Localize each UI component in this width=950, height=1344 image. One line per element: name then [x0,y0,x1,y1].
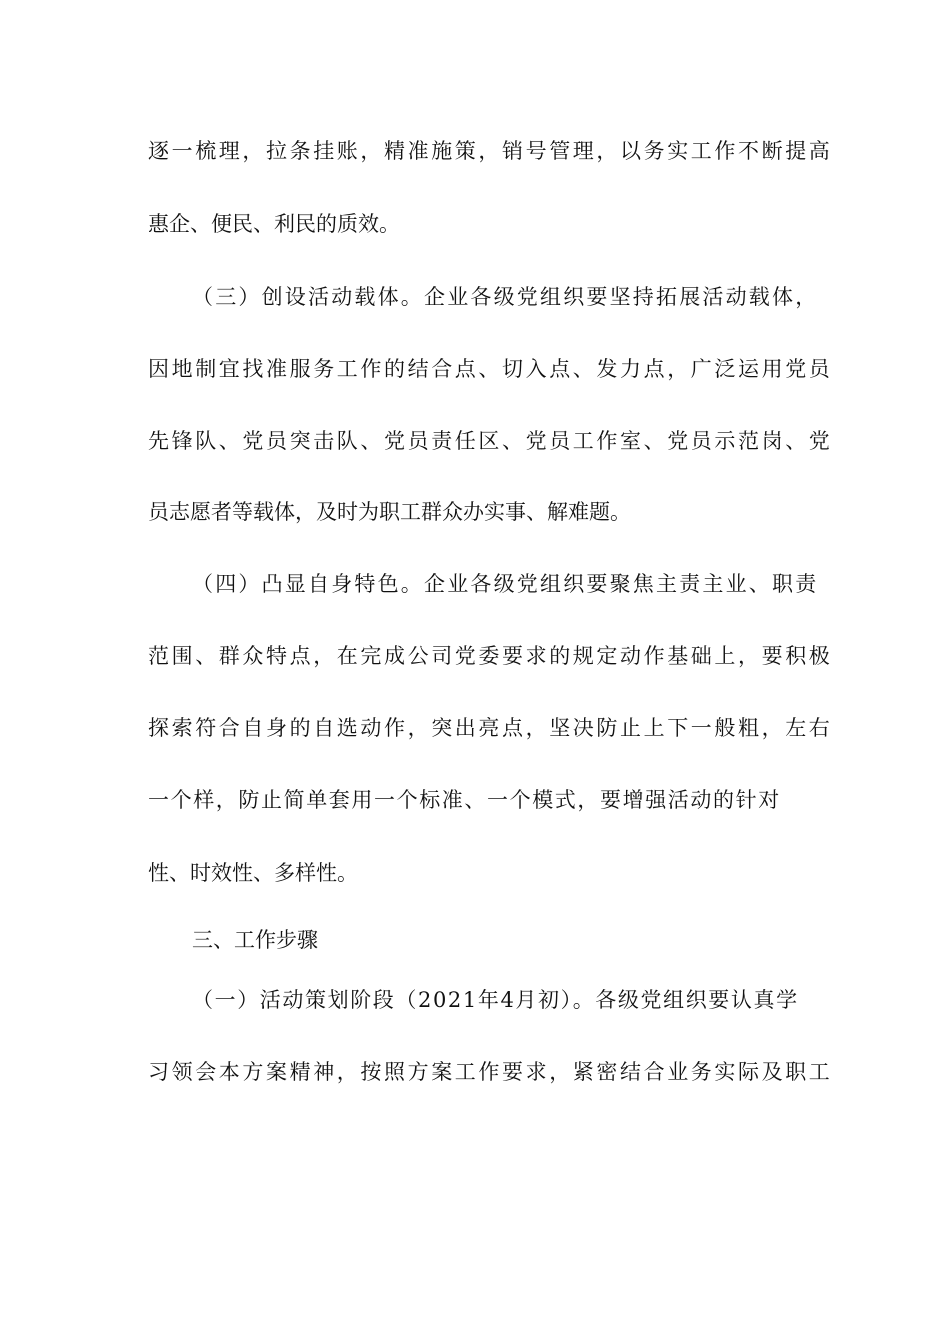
paragraph-line-2: 惠企、便民、利民的质效。 [148,212,400,236]
paragraph-line-5: 先锋队、党员突击队、党员责任区、党员工作室、党员示范岗、党 [148,429,833,453]
paragraph-line-11: 性、时效性、多样性。 [148,861,358,885]
paragraph-line-4: 因地制宜找准服务工作的结合点、切入点、发力点，广泛运用党员 [148,357,833,381]
paragraph-line-7: （四）凸显自身特色。企业各级党组织要聚焦主责主业、职责 [192,572,819,596]
paragraph-line-12: （一）活动策划阶段（2021年4月初）。各级党组织要认真学 [192,988,799,1012]
paragraph-line-9: 探索符合自身的自选动作，突出亮点，坚决防止上下一般粗，左右 [148,716,833,740]
paragraph-line-6: 员志愿者等载体，及时为职工群众办实事、解难题。 [148,500,631,524]
paragraph-line-10: 一个样，防止简单套用一个标准、一个模式，要增强活动的针对 [148,788,781,812]
paragraph-line-13: 习领会本方案精神，按照方案工作要求，紧密结合业务实际及职工 [148,1060,833,1084]
paragraph-line-3: （三）创设活动载体。企业各级党组织要坚持拓展活动载体， [192,285,819,309]
paragraph-line-8: 范围、群众特点，在完成公司党委要求的规定动作基础上，要积极 [148,644,833,668]
section-heading: 三、工作步骤 [192,928,318,952]
paragraph-line-1: 逐一梳理，拉条挂账，精准施策，销号管理，以务实工作不断提高 [148,139,833,163]
